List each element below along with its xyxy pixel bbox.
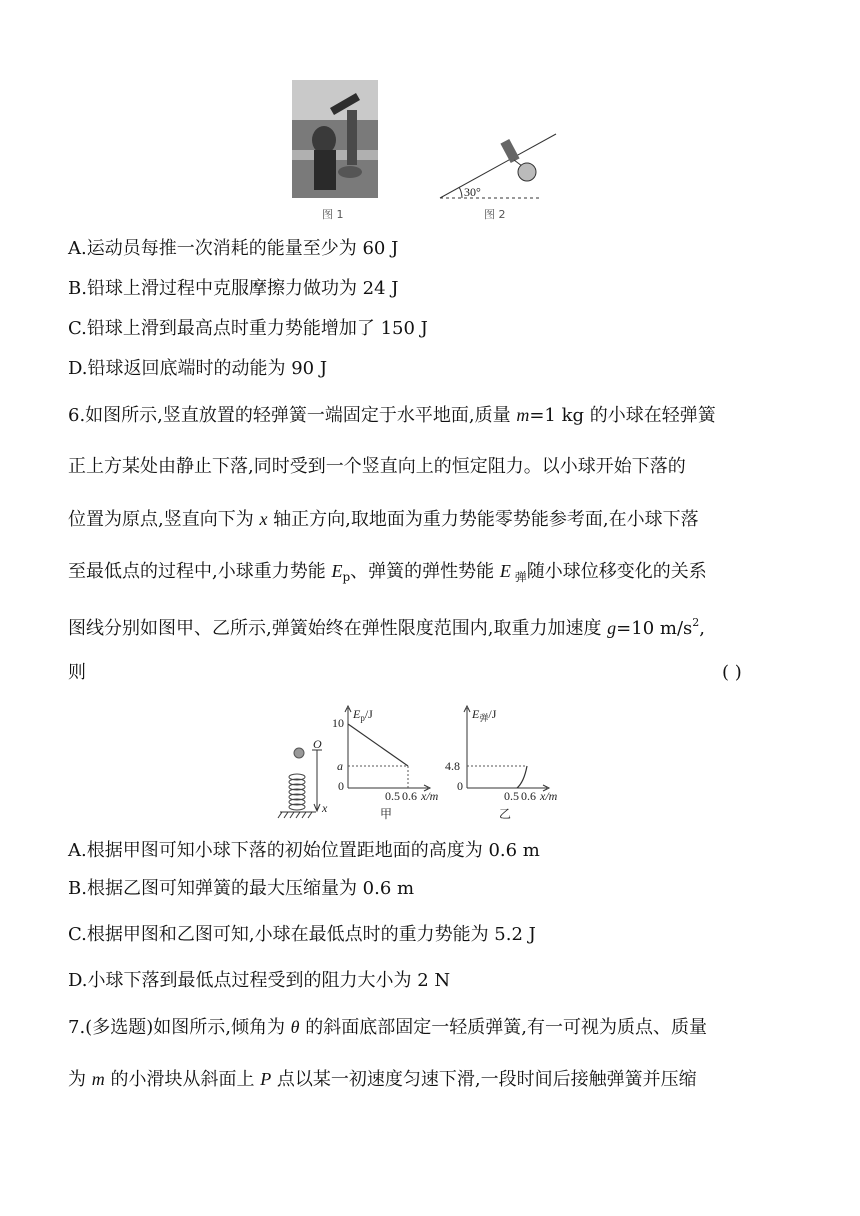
q6-line-3: 位置为原点,竖直向下为 x 轴正方向,取地面为重力势能零势能参考面,在小球下落 <box>68 509 699 530</box>
figure2-caption: 图 2 <box>484 208 506 221</box>
shot-ball <box>518 163 536 181</box>
yi-x-unit: x/m <box>540 789 558 803</box>
q5-option-b: B.铅球上滑过程中克服摩擦力做功为 24 J <box>68 278 399 299</box>
jia-zero: 0 <box>338 779 344 793</box>
q7-line-1: 7.(多选题)如图所示,倾角为 θ 的斜面底部固定一轻质弹簧,有一可视为质点、质量 <box>68 1017 707 1038</box>
yi-caption: 乙 <box>499 807 512 821</box>
jia-x-unit: x/m <box>421 789 439 803</box>
q6-line-5: 图线分别如图甲、乙所示,弹簧始终在弹性限度范围内,取重力加速度 g=10 $m/s^2$, <box>68 616 705 639</box>
figure-q6 <box>0 700 860 830</box>
q6-line-2: 正上方某处由静止下落,同时受到一个竖直向上的恒定阻力。以小球开始下落的 <box>68 456 686 477</box>
ball <box>294 748 304 758</box>
jia-caption: 甲 <box>380 807 393 821</box>
elastic-curve <box>517 766 527 788</box>
origin-label: O <box>313 737 322 751</box>
figure1-caption: 图 1 <box>322 208 344 221</box>
incline-diagram <box>440 134 556 199</box>
q5-option-c: C.铅球上滑到最高点时重力势能增加了 150 J <box>68 318 428 339</box>
answer-bracket: ( ) <box>722 662 742 683</box>
q6-option-c: C.根据甲图和乙图可知,小球在最低点时的重力势能为 5.2 J <box>68 924 536 945</box>
figure-top <box>0 0 860 230</box>
yi-tick-05: 0.5 <box>504 789 519 803</box>
chart-jia <box>332 706 439 821</box>
yi-zero: 0 <box>457 779 463 793</box>
yi-tick-48: 4.8 <box>445 759 460 773</box>
q6-option-b: B.根据乙图可知弹簧的最大压缩量为 0.6 m <box>68 878 415 899</box>
q6-line-6: 则 <box>68 662 86 683</box>
chart-yi <box>445 706 558 821</box>
x-axis-label: x <box>322 801 328 815</box>
yi-y-label: $E_弹/J$ <box>472 707 497 723</box>
q7-line-2: 为 m 的小滑块从斜面上 P 点以某一初速度匀速下滑,一段时间后接触弹簧并压缩 <box>68 1069 697 1090</box>
jia-tick-06: 0.6 <box>402 789 417 803</box>
q5-option-d: D.铅球返回底端时的动能为 90 J <box>68 358 328 379</box>
jia-tick-10: 10 <box>332 716 344 730</box>
q5-option-a: A.运动员每推一次消耗的能量至少为 60 J <box>68 238 399 259</box>
angle-label: 30° <box>464 185 481 199</box>
jia-tick-05: 0.5 <box>385 789 400 803</box>
spring-diagram <box>278 737 328 818</box>
yi-tick-06: 0.6 <box>521 789 536 803</box>
q6-option-a: A.根据甲图可知小球下落的初始位置距地面的高度为 0.6 m <box>68 840 540 861</box>
q6-option-d: D.小球下落到最低点过程受到的阻力大小为 2 N <box>68 970 451 991</box>
jia-y-label: $E_p/J$ <box>353 707 373 723</box>
ep-line <box>348 724 408 766</box>
jia-tick-a: a <box>337 759 343 773</box>
q6-line-4: 至最低点的过程中,小球重力势能 $E_p$、弹簧的弹性势能 E $_弹$随小球位移变化的关系 <box>68 561 707 584</box>
pusher-block <box>500 139 519 163</box>
q6-line-1: 6.如图所示,竖直放置的轻弹簧一端固定于水平地面,质量 m=1 kg 的小球在轻弹簧 <box>68 405 716 426</box>
